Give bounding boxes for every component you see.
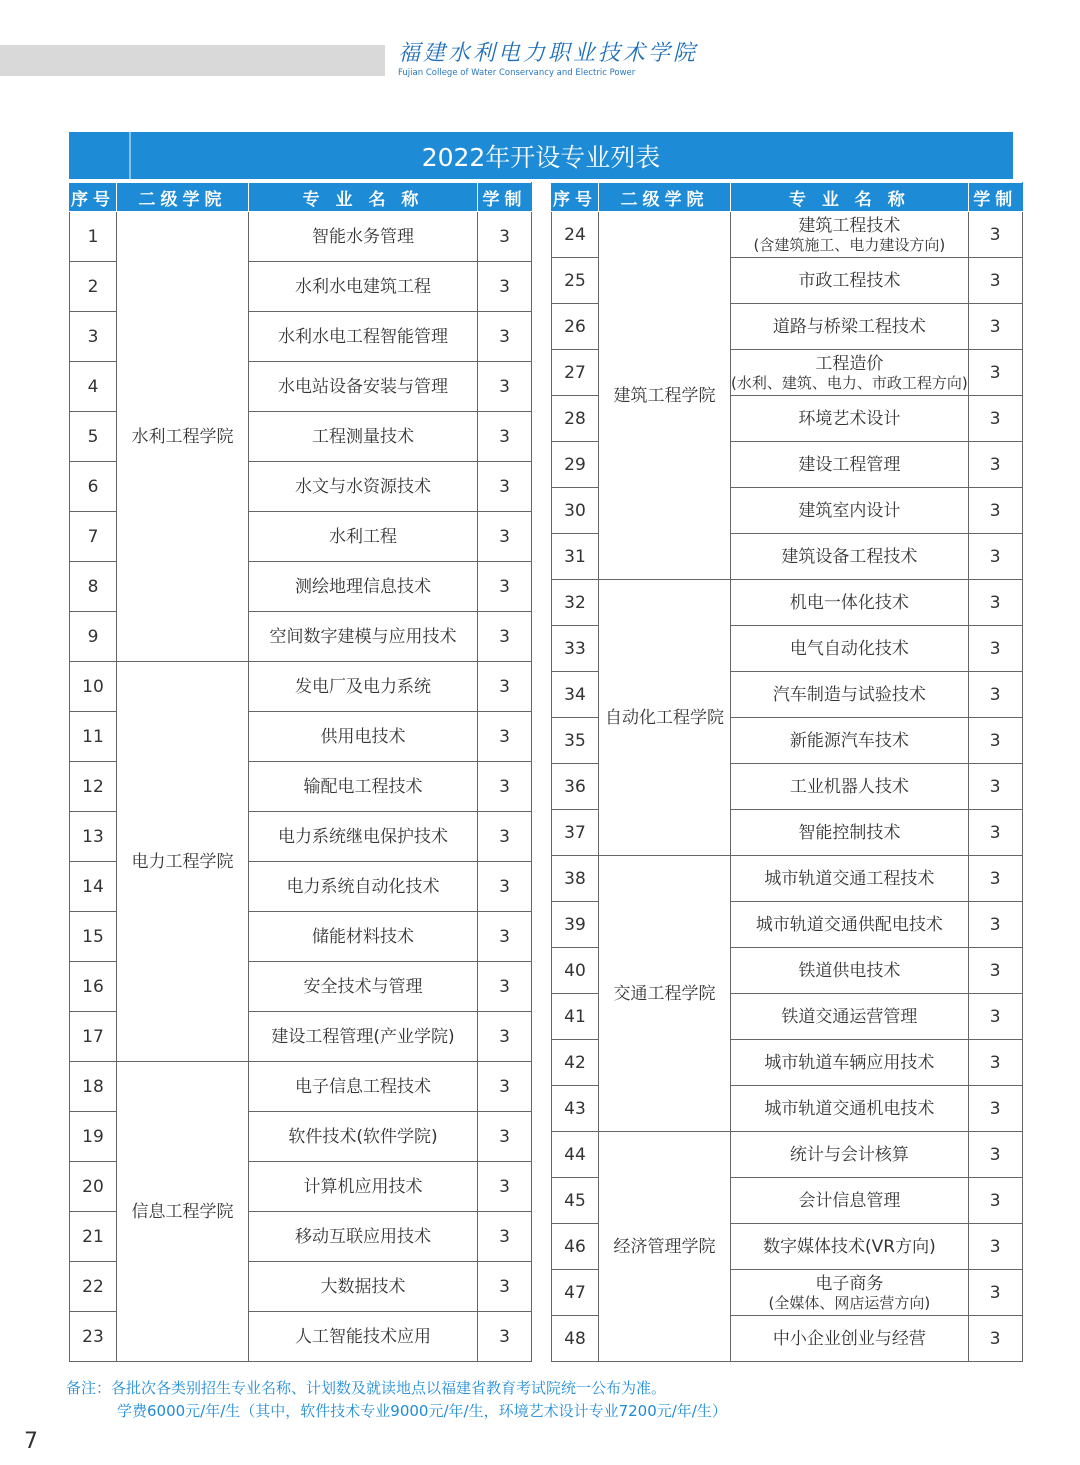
major-name-cell xyxy=(249,1112,478,1162)
major-name: 智能控制技术 xyxy=(798,822,901,843)
major-direction: (含建筑施工、电力建设方向) xyxy=(753,235,946,254)
row-number: 19 xyxy=(70,1112,117,1162)
row-number: 13 xyxy=(70,812,117,862)
major-name: 空间数字建模与应用技术 xyxy=(269,626,457,647)
major-name: 工程测量技术 xyxy=(312,426,414,447)
major-name: 建设工程管理(产业学院) xyxy=(271,1026,455,1047)
row-number: 28 xyxy=(552,396,599,442)
study-years-cell: 3 xyxy=(968,994,1022,1040)
table-row xyxy=(552,580,1023,626)
row-number: 15 xyxy=(70,912,117,962)
major-name: 储能材料技术 xyxy=(312,926,414,947)
study-years-cell: 3 xyxy=(968,258,1022,304)
row-number: 42 xyxy=(552,1040,599,1086)
major-name-cell xyxy=(249,1162,478,1212)
row-number: 27 xyxy=(552,350,599,396)
table-row xyxy=(552,856,1023,902)
major-name-cell xyxy=(249,812,478,862)
footnote xyxy=(66,1377,727,1423)
study-years-cell: 3 xyxy=(968,672,1022,718)
study-years-cell: 3 xyxy=(968,948,1022,994)
major-name: 城市轨道交通供配电技术 xyxy=(755,914,943,935)
major-name-cell xyxy=(731,350,969,396)
study-years-cell: 3 xyxy=(968,1316,1022,1362)
row-number: 5 xyxy=(70,412,117,462)
major-name-cell xyxy=(731,1040,969,1086)
major-name-cell xyxy=(249,612,478,662)
row-number: 6 xyxy=(70,462,117,512)
major-name-cell xyxy=(731,1178,969,1224)
major-name: 中小企业创业与经营 xyxy=(772,1328,926,1349)
major-name: 工业机器人技术 xyxy=(789,776,909,797)
footnote-line-2: 学费6000元/年/生（其中，软件技术专业9000元/年/生，环境艺术设计专业7200元/年/生） xyxy=(117,1402,727,1420)
major-name-cell xyxy=(249,762,478,812)
major-name: 水利工程 xyxy=(329,526,397,547)
row-number: 16 xyxy=(70,962,117,1012)
major-name-cell xyxy=(731,488,969,534)
row-number: 48 xyxy=(552,1316,599,1362)
table-header-row xyxy=(552,183,1023,212)
row-number: 39 xyxy=(552,902,599,948)
major-name: 城市轨道交通工程技术 xyxy=(764,868,935,889)
major-name: 建设工程管理 xyxy=(798,454,901,475)
row-number: 8 xyxy=(70,562,117,612)
major-name: 铁道供电技术 xyxy=(798,960,901,981)
table-header-row xyxy=(70,183,532,212)
major-name-cell xyxy=(731,810,969,856)
school-name-cn: 福建水利电力职业技术学院 xyxy=(398,41,699,66)
major-name-cell xyxy=(731,442,969,488)
table-row xyxy=(70,1062,532,1112)
study-years-cell: 3 xyxy=(478,362,532,412)
study-years-cell: 3 xyxy=(478,562,532,612)
major-name: 铁道交通运营管理 xyxy=(781,1006,918,1027)
study-years-cell: 3 xyxy=(968,1132,1022,1178)
study-years-cell: 3 xyxy=(968,718,1022,764)
major-name: 电力系统继电保护技术 xyxy=(278,826,448,847)
study-years-cell: 3 xyxy=(968,1224,1022,1270)
major-name-cell xyxy=(249,1062,478,1112)
major-name-cell xyxy=(249,562,478,612)
table-row xyxy=(70,662,532,712)
study-years-cell: 3 xyxy=(478,312,532,362)
study-years-cell: 3 xyxy=(478,1162,532,1212)
study-years-cell: 3 xyxy=(478,262,532,312)
majors-table-left xyxy=(69,182,532,1362)
study-years-cell: 3 xyxy=(968,488,1022,534)
major-name: 数字媒体技术(VR方向) xyxy=(763,1236,936,1257)
major-name-cell xyxy=(249,862,478,912)
title-divider xyxy=(129,132,131,179)
major-name: 输配电工程技术 xyxy=(303,776,423,797)
major-name-cell xyxy=(731,1086,969,1132)
col-header-no: 序号 xyxy=(70,183,117,212)
study-years-cell: 3 xyxy=(478,1012,532,1062)
row-number: 33 xyxy=(552,626,599,672)
major-name: 建筑室内设计 xyxy=(798,500,901,521)
major-direction: (全媒体、网店运营方向) xyxy=(768,1293,931,1312)
major-name-cell xyxy=(731,1316,969,1362)
row-number: 40 xyxy=(552,948,599,994)
row-number: 31 xyxy=(552,534,599,580)
major-name: 建筑工程技术 xyxy=(798,215,901,236)
study-years-cell: 3 xyxy=(968,396,1022,442)
row-number: 26 xyxy=(552,304,599,350)
study-years-cell: 3 xyxy=(968,764,1022,810)
study-years-cell: 3 xyxy=(478,1062,532,1112)
study-years-cell: 3 xyxy=(478,712,532,762)
study-years-cell: 3 xyxy=(968,534,1022,580)
row-number: 22 xyxy=(70,1262,117,1312)
row-number: 1 xyxy=(70,212,117,262)
major-name-cell xyxy=(249,712,478,762)
row-number: 3 xyxy=(70,312,117,362)
major-name: 电力系统自动化技术 xyxy=(286,876,440,897)
study-years-cell: 3 xyxy=(478,662,532,712)
major-name: 城市轨道车辆应用技术 xyxy=(764,1052,935,1073)
college-cell: 交通工程学院 xyxy=(599,856,731,1132)
major-name: 人工智能技术应用 xyxy=(295,1326,431,1347)
col-header-no: 序号 xyxy=(552,183,599,212)
major-name: 建筑设备工程技术 xyxy=(781,546,918,567)
major-name-cell xyxy=(249,312,478,362)
study-years-cell: 3 xyxy=(968,304,1022,350)
col-header-years: 学制 xyxy=(968,183,1022,212)
major-name-cell xyxy=(731,718,969,764)
major-name: 道路与桥梁工程技术 xyxy=(772,316,926,337)
major-name: 机电一体化技术 xyxy=(789,592,909,613)
major-name-cell xyxy=(249,412,478,462)
study-years-cell: 3 xyxy=(968,856,1022,902)
study-years-cell: 3 xyxy=(478,462,532,512)
row-number: 11 xyxy=(70,712,117,762)
major-name: 测绘地理信息技术 xyxy=(295,576,431,597)
study-years-cell: 3 xyxy=(968,810,1022,856)
study-years-cell: 3 xyxy=(968,626,1022,672)
study-years-cell: 3 xyxy=(968,1178,1022,1224)
row-number: 35 xyxy=(552,718,599,764)
major-name: 安全技术与管理 xyxy=(303,976,423,997)
major-name: 市政工程技术 xyxy=(798,270,901,291)
study-years-cell: 3 xyxy=(968,580,1022,626)
study-years-cell: 3 xyxy=(478,762,532,812)
major-name-cell xyxy=(249,912,478,962)
major-name-cell xyxy=(731,626,969,672)
college-cell: 水利工程学院 xyxy=(117,212,249,662)
study-years-cell: 3 xyxy=(478,412,532,462)
major-name-cell xyxy=(249,1262,478,1312)
major-name-cell xyxy=(731,1132,969,1178)
table-row xyxy=(552,212,1023,258)
major-name-cell xyxy=(731,1270,969,1316)
major-name-cell xyxy=(731,902,969,948)
study-years-cell: 3 xyxy=(968,1270,1022,1316)
college-cell: 经济管理学院 xyxy=(599,1132,731,1362)
major-name: 水电站设备安装与管理 xyxy=(278,376,448,397)
major-name: 电子商务 xyxy=(815,1273,884,1294)
majors-table-right xyxy=(551,182,1023,1362)
row-number: 21 xyxy=(70,1212,117,1262)
row-number: 23 xyxy=(70,1312,117,1362)
major-name-cell xyxy=(249,512,478,562)
college-cell: 建筑工程学院 xyxy=(599,212,731,580)
major-name-cell xyxy=(249,1212,478,1262)
footnote-line-1: 备注：各批次各类别招生专业名称、计划数及就读地点以福建省教育考试院统一公布为准。 xyxy=(66,1379,667,1397)
row-number: 34 xyxy=(552,672,599,718)
row-number: 20 xyxy=(70,1162,117,1212)
major-name: 统计与会计核算 xyxy=(789,1144,909,1165)
major-name-cell xyxy=(249,1012,478,1062)
major-name-cell xyxy=(731,580,969,626)
major-name-cell xyxy=(249,662,478,712)
major-name: 发电厂及电力系统 xyxy=(295,676,431,697)
page-number: 7 xyxy=(24,1429,38,1454)
row-number: 7 xyxy=(70,512,117,562)
row-number: 36 xyxy=(552,764,599,810)
study-years-cell: 3 xyxy=(478,1212,532,1262)
study-years-cell: 3 xyxy=(968,350,1022,396)
row-number: 38 xyxy=(552,856,599,902)
major-direction: (水利、建筑、电力、市政工程方向) xyxy=(731,373,968,392)
row-number: 9 xyxy=(70,612,117,662)
major-name-cell xyxy=(731,396,969,442)
major-name: 计算机应用技术 xyxy=(303,1176,423,1197)
major-name-cell xyxy=(249,962,478,1012)
school-name-en: Fujian College of Water Conservancy and Electric Power xyxy=(398,68,636,78)
row-number: 44 xyxy=(552,1132,599,1178)
major-name: 软件技术(软件学院) xyxy=(288,1126,438,1147)
major-name-cell xyxy=(731,304,969,350)
major-name-cell xyxy=(731,994,969,1040)
row-number: 47 xyxy=(552,1270,599,1316)
study-years-cell: 3 xyxy=(968,1040,1022,1086)
major-name: 汽车制造与试验技术 xyxy=(772,684,926,705)
major-name-cell xyxy=(249,262,478,312)
row-number: 25 xyxy=(552,258,599,304)
college-cell: 自动化工程学院 xyxy=(599,580,731,856)
major-name-cell xyxy=(731,856,969,902)
study-years-cell: 3 xyxy=(478,612,532,662)
col-header-college: 二级学院 xyxy=(599,183,731,212)
school-logo xyxy=(398,40,699,79)
study-years-cell: 3 xyxy=(478,912,532,962)
major-name-cell xyxy=(731,534,969,580)
study-years-cell: 3 xyxy=(478,212,532,262)
major-name: 智能水务管理 xyxy=(312,226,414,247)
row-number: 46 xyxy=(552,1224,599,1270)
major-name: 水利水电工程智能管理 xyxy=(278,326,448,347)
study-years-cell: 3 xyxy=(478,512,532,562)
table-title xyxy=(69,132,1013,179)
study-years-cell: 3 xyxy=(478,1112,532,1162)
study-years-cell: 3 xyxy=(478,962,532,1012)
col-header-major: 专 业 名 称 xyxy=(731,183,969,212)
col-header-major: 专 业 名 称 xyxy=(249,183,478,212)
row-number: 32 xyxy=(552,580,599,626)
major-name: 电气自动化技术 xyxy=(789,638,909,659)
major-name-cell xyxy=(249,1312,478,1362)
row-number: 43 xyxy=(552,1086,599,1132)
table-row xyxy=(70,212,532,262)
row-number: 30 xyxy=(552,488,599,534)
row-number: 17 xyxy=(70,1012,117,1062)
major-name-cell xyxy=(731,948,969,994)
major-name-cell xyxy=(249,462,478,512)
major-name-cell xyxy=(249,362,478,412)
study-years-cell: 3 xyxy=(968,442,1022,488)
study-years-cell: 3 xyxy=(478,812,532,862)
major-name-cell xyxy=(731,212,969,258)
college-cell: 电力工程学院 xyxy=(117,662,249,1062)
row-number: 45 xyxy=(552,1178,599,1224)
study-years-cell: 3 xyxy=(968,212,1022,258)
study-years-cell: 3 xyxy=(478,1262,532,1312)
header-gray-bar xyxy=(0,45,385,76)
study-years-cell: 3 xyxy=(968,902,1022,948)
major-name-cell xyxy=(731,672,969,718)
major-name-cell xyxy=(731,1224,969,1270)
row-number: 24 xyxy=(552,212,599,258)
col-header-years: 学制 xyxy=(478,183,532,212)
major-name: 城市轨道交通机电技术 xyxy=(764,1098,935,1119)
row-number: 41 xyxy=(552,994,599,1040)
major-name: 水利水电建筑工程 xyxy=(295,276,431,297)
major-name: 水文与水资源技术 xyxy=(295,476,431,497)
row-number: 4 xyxy=(70,362,117,412)
major-name: 移动互联应用技术 xyxy=(295,1226,431,1247)
col-header-college: 二级学院 xyxy=(117,183,249,212)
major-name: 工程造价 xyxy=(815,353,884,374)
study-years-cell: 3 xyxy=(968,1086,1022,1132)
row-number: 14 xyxy=(70,862,117,912)
row-number: 10 xyxy=(70,662,117,712)
row-number: 12 xyxy=(70,762,117,812)
major-name: 供用电技术 xyxy=(320,726,406,747)
table-title-text: 2022年开设专业列表 xyxy=(421,142,661,172)
major-name-cell xyxy=(731,258,969,304)
row-number: 37 xyxy=(552,810,599,856)
major-name: 环境艺术设计 xyxy=(798,408,901,429)
table-row xyxy=(552,1132,1023,1178)
major-name: 会计信息管理 xyxy=(798,1190,901,1211)
major-name: 大数据技术 xyxy=(320,1276,406,1297)
row-number: 18 xyxy=(70,1062,117,1112)
major-name: 新能源汽车技术 xyxy=(789,730,909,751)
major-name-cell xyxy=(249,212,478,262)
major-name: 电子信息工程技术 xyxy=(295,1076,431,1097)
study-years-cell: 3 xyxy=(478,1312,532,1362)
major-name-cell xyxy=(731,764,969,810)
row-number: 2 xyxy=(70,262,117,312)
row-number: 29 xyxy=(552,442,599,488)
college-cell: 信息工程学院 xyxy=(117,1062,249,1362)
study-years-cell: 3 xyxy=(478,862,532,912)
